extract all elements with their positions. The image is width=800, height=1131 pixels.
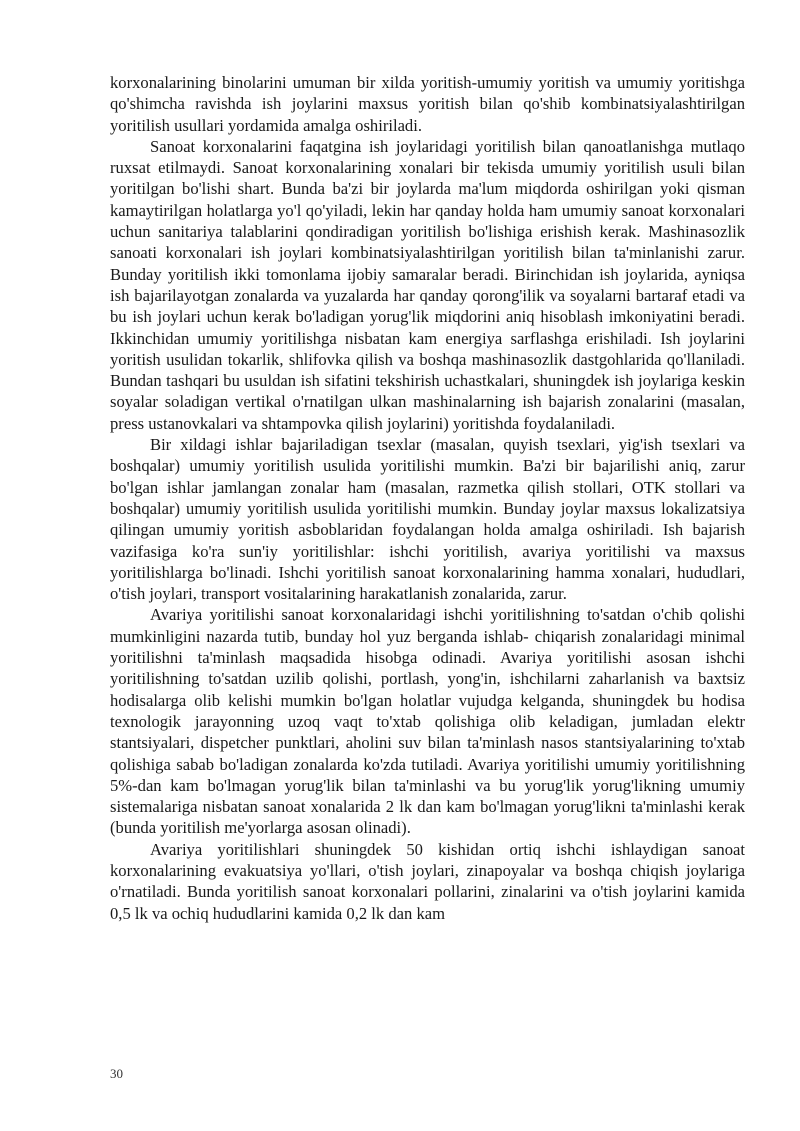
page-number: 30	[110, 1066, 123, 1081]
paragraph-continuation: korxonalarining binolarini umuman bir xilda yoritish-umumiy yoritish va umumiy yoritishga qo'shimcha ravishda ish joylarini maxsus yoritish bilan qo'shib kombinatsiyalashtirilgan yoritilish usullari yordamida amalga oshiriladi.	[110, 73, 745, 135]
paragraph: Sanoat korxonalarini faqatgina ish joylaridagi yoritilish bilan qanoatlanishga mutlaqo ruxsat etilmaydi. Sanoat korxonalarining xonalari bir tekisda umumiy yoritilish usuli bilan yoritilgan bo'lishi shart. Bunda ba'zi bir joylarda ma'lum miqdorda oshirilgan yoki qisman kamaytirilgan holatlarga yo'l qo'yiladi, lekin har qanday holda ham umumiy sanoat korxonalari uchun sanitariya talablarini qondiradigan yoritilish bo'lishiga erishish kerak. Mashinasozlik sanoati korxonalari ish joylari kombinatsiyalashtirilgan yoritilish bilan ta'minlanishi zarur. Bunday yoritilish ikki tomonlama ijobiy samaralar beradi. Birinchidan ish joylarida, ayniqsa ish bajarilayotgan zonalarda va yuzalarda har qanday qorong'ilik va soyalarni bartaraf etadi va bu ish joylari uchun kerak bo'ladigan yorug'lik miqdorini aniq hisoblash imkoniyatini beradi. Ikkinchidan umumiy yoritilishga nisbatan kam energiya sarflashga erishiladi. Ish joylarini yoritish usulidan tokarlik, shlifovka qilish va boshqa mashinasozlik dastgohlarida qo'llaniladi. Bundan tashqari bu usuldan ish sifatini tekshirish uchastkalari, shuningdek ish joylariga keskin soyalar soladigan vertikal o'rnatilgan ulkan mashinalarning ish bajarish zonalarini (masalan, press ustanovkalari va shtampovka qilish joylarini) yoritishda foydalaniladi.	[110, 136, 745, 433]
paragraph: Bir xildagi ishlar bajariladigan tsexlar (masalan, quyish tsexlari, yig'ish tsexlari va boshqalar) umumiy yoritilish usulida yoritilishi mumkin. Ba'zi bir bajarilishi aniq, zarur bo'lgan ishlar jamlangan zonalar ham (masalan, razmetka qilish stollari, OTK stollari va boshqalar) umumiy yoritilish usulida yoritilishi mumkin. Bunday joylar maxsus lokalizatsiya qilingan umumiy yoritish asboblaridan foydalangan holda amalga oshiriladi. Ish bajarish vazifasiga ko'ra sun'iy yoritilishlar: ishchi yoritilish, avariya yoritilishi va maxsus yoritilishlarga bo'linadi. Ishchi yoritilish sanoat korxonalarining hamma xonalari, hududlari, o'tish joylari, transport vositalarining harakatlanish zonalarida, zarur.	[110, 435, 745, 604]
paragraph: Avariya yoritilishlari shuningdek 50 kishidan ortiq ishchi ishlaydigan sanoat korxonalarining evakuatsiya yo'llari, o'tish joylari, zinapoyalar va boshqa chiqish joylariga o'rnatiladi. Bunda yoritilish sanoat korxonalari pollarini, zinalarini va o'tish joylarini kamida 0,5 lk va ochiq hududlarini kamida 0,2 lk dan kam	[110, 839, 745, 923]
document-body	[110, 72, 745, 924]
paragraph: Avariya yoritilishi sanoat korxonalaridagi ishchi yoritilishning to'satdan o'chib qolishi mumkinligini nazarda tutib, bunday hol yuz berganda ishlab- chiqarish zonalaridagi minimal yoritilishni ta'minlash maqsadida hisobga odinadi. Avariya yoritilishi asosan ishchi yoritilishning to'satdan uzilib qolishi, portlash, yong'in, ishchilarni zaharlanish va baxtsiz hodisalarga olib kelishi mumkin bo'lgan holatlar vujudga kelganda, shuningdek bu hodisa texnologik jarayonning uzoq vaqt to'xtab qolishiga olib keladigan, jumladan elektr stantsiyalari, dispetcher punktlari, aholini suv bilan ta'minlash nasos stantsiyalarining to'xtab qolishiga sabab bo'ladigan zonalarda ko'zda tutiladi. Avariya yoritilishi umumiy yoritilishning 5%-dan kam bo'lmagan yorug'lik bilan ta'minlashi va bu yorug'lik yorug'likning umumiy sistemalariga nisbatan sanoat xonalarida 2 lk dan kam bo'lmagan yorug'likni ta'minlashi kerak (bunda yoritilish me'yorlarga asosan olinadi).	[110, 605, 745, 838]
